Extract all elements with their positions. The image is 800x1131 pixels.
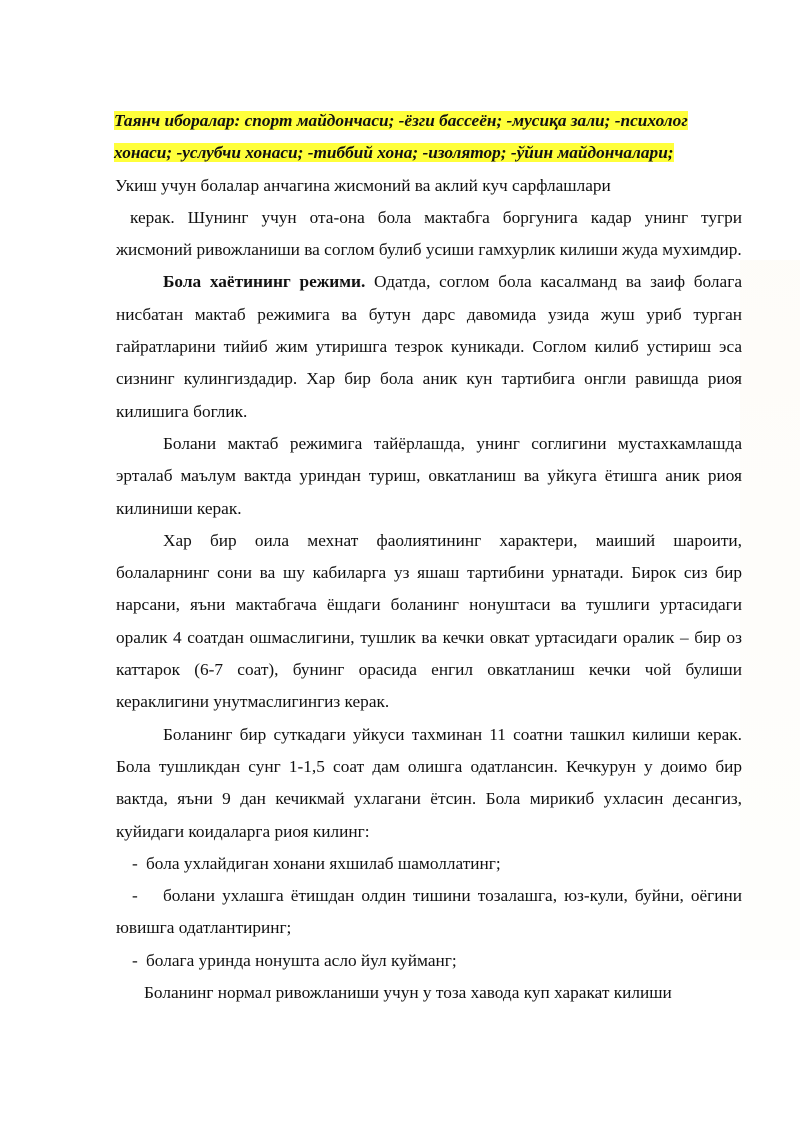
page-watermark bbox=[740, 260, 800, 960]
list-item-text: болага уринда нонушта асло йул куйманг; bbox=[146, 950, 457, 970]
list-item bbox=[116, 848, 742, 880]
list-item-text: болани ухлашга ётишдан олдин тишини тозалашга, юз-кули, буйни, оёгини ювишга одатлантиринг; bbox=[116, 886, 742, 938]
closing-line: Боланинг нормал ривожланиши учун у тоза хавода куп харакат килиши bbox=[144, 983, 672, 1003]
paragraph-4: Хар бир оила мехнат фаолиятининг характери, маиший шароити, болаларнинг сони ва шу кабиларга уз яшаш тартибини урнатади. Бирок сиз бир нарсани, яъни мактабгача ёшдаги боланинг нонуштаси ва тушлиги уртасидаги оралик 4 соатдан ошмаслигини, тушлик ва кечки овкат уртасидаги оралик – бир оз каттарок (6-7 соат), бунинг орасида енгил овкатланиш кечки чой булиши кераклигини унутмаслигингиз керак. bbox=[116, 530, 742, 712]
keywords-line-2 bbox=[114, 137, 742, 169]
regime-paragraph bbox=[116, 266, 742, 427]
keywords-line-1 bbox=[114, 105, 742, 137]
intro-paragraph: керак. Шунинг учун ота-она бола мактабга боргунига кадар унинг тугри жисмоний ривожланиши ва соглом булиб усиши гамхурлик килиши жуда мухимдир. bbox=[116, 207, 742, 260]
document-body bbox=[116, 105, 742, 1009]
list-marker: - bbox=[132, 853, 138, 873]
paragraph-5: Боланинг бир суткадаги уйкуси тахминан 11 соатни ташкил килиши керак. Бола тушликдан сунг 1-1,5 соат дам олишга одатлансин. Кечкурун у доимо бир вактда, яъни 9 дан кечикмай ухлагани ётсин. Бола мирикиб ухласин десангиз, куйидаги коидаларга риоя килинг: bbox=[116, 724, 742, 841]
list-marker: - bbox=[132, 950, 138, 970]
keywords-highlight-1: Таянч иборалар: спорт майдончаси; -ёзги бассеён; -мусиқа зали; -психолог bbox=[114, 111, 688, 130]
list-marker: - bbox=[132, 886, 138, 906]
list-item-text: бола ухлайдиган хонани яхшилаб шамоллатинг; bbox=[146, 853, 501, 873]
regime-heading: Бола хаётининг режими. bbox=[163, 272, 366, 292]
intro-first-line: Укиш учун болалар анчагина жисмоний ва аклий куч сарфлашлари bbox=[115, 175, 611, 195]
paragraph-3: Болани мактаб режимига тайёрлашда, унинг соглигини мустахкамлашда эрталаб маълум вактда уриндан туриш, овкатланиш ва уйкуга ётишга аник риоя килиниши керак. bbox=[116, 433, 742, 518]
regime-text: Одатда, соглом бола касалманд ва заиф болага нисбатан мактаб режимига ва бутун дарс давомида узида жуш уриб турган гайратларини тийиб жим утиришга тезрок куникади. Соглом килиб устириш эса сизнинг кулингиздадир. Хар бир бола аник кун тартибига онгли равишда риоя килишига боглик. bbox=[116, 272, 742, 421]
keywords-highlight-2: хонаси; -услубчи хонаси; -тиббий хона; -изолятор; -ўйин майдончалари; bbox=[114, 143, 674, 163]
list-item bbox=[116, 880, 742, 945]
list-item bbox=[116, 945, 742, 977]
